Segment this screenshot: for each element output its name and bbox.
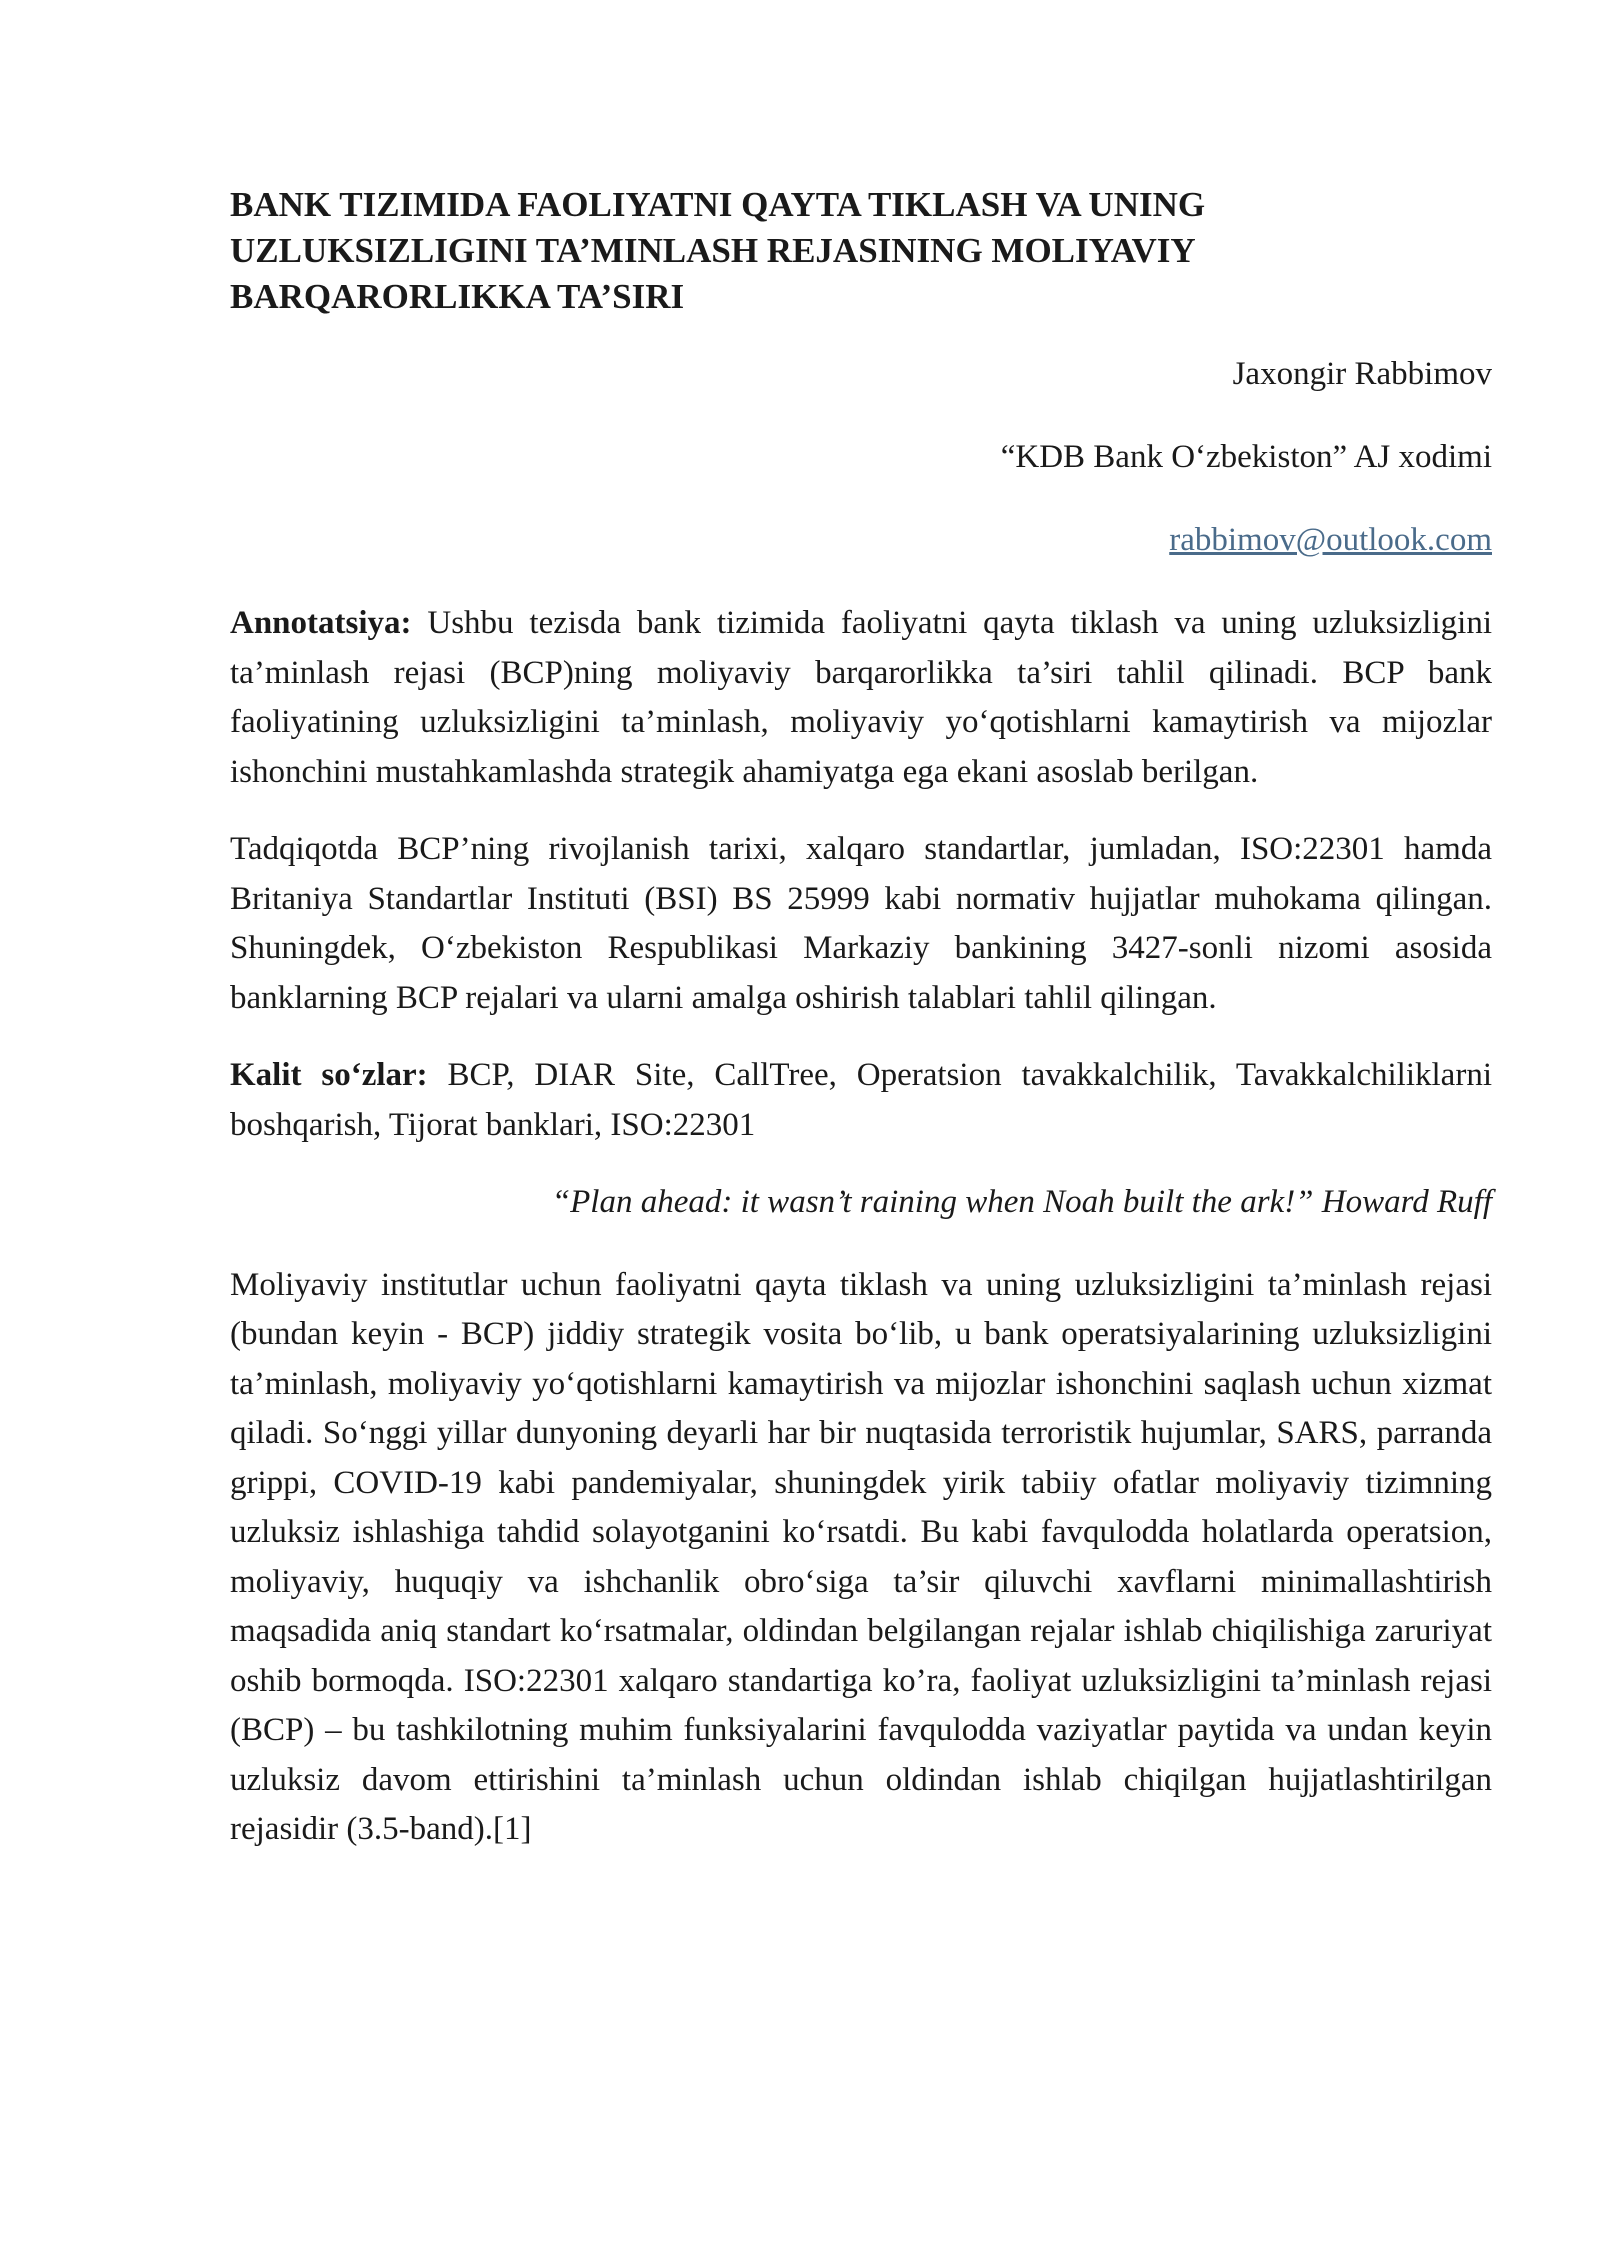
paper-title: BANK TIZIMIDA FAOLIYATNI QAYTA TIKLASH VA UNING UZLUKSIZLIGINI TA’MINLASH REJASINING MOLIYAVIY BARQARORLIKKA TA’SIRI bbox=[230, 185, 1206, 316]
keywords-label: Kalit so‘zlar: bbox=[230, 1057, 428, 1093]
author-email-link[interactable]: rabbimov@outlook.com bbox=[1169, 522, 1492, 558]
annotation-continued-paragraph: Tadqiqotda BCP’ning rivojlanish tarixi, xalqaro standartlar, jumladan, ISO:22301 hamda Britaniya Standartlar Instituti (BSI) BS 25999 kabi normativ hujjatlar muhokama qilingan. Shuningdek, O‘zbekiston Respublikasi Markaziy bankining 3427-sonli nizomi asosida banklarning BCP rejalari va ularni amalga oshirish talablari tahlil qilingan. bbox=[230, 831, 1492, 1016]
annotation-text: Ushbu tezisda bank tizimida faoliyatni qayta tiklash va uning uzluksizligini ta’minlash rejasi (BCP)ning moliyaviy barqarorlikka ta’siri tahlil qilinadi. BCP bank faoliyatining uzluksizligini ta’minlash, moliyaviy yo‘qotishlarni kamaytirish va mijozlar ishonchini mustahkamlashda strategik ahamiyatga ega ekani asoslab berilgan. bbox=[230, 605, 1492, 790]
author-block bbox=[230, 354, 1492, 561]
author-name: Jaxongir Rabbimov bbox=[1232, 356, 1492, 392]
annotation-label: Annotatsiya: bbox=[230, 605, 412, 641]
keywords-text: BCP, DIAR Site, CallTree, Operatsion tavakkalchilik, Tavakkalchiliklarni boshqarish, Tijorat banklari, ISO:22301 bbox=[230, 1057, 1492, 1143]
author-affiliation: “KDB Bank O‘zbekiston” AJ xodimi bbox=[1000, 439, 1492, 475]
keywords-paragraph bbox=[230, 1051, 1492, 1150]
epigraph-quote: “Plan ahead: it wasn’t raining when Noah built the ark!” Howard Ruff bbox=[551, 1184, 1492, 1220]
paper-page bbox=[230, 182, 1492, 1855]
author-email-line bbox=[230, 520, 1492, 561]
body-paragraph: Moliyaviy institutlar uchun faoliyatni qayta tiklash va uning uzluksizligini ta’minlash rejasi (bundan keyin - BCP) jiddiy strategik vosita bo‘lib, u bank operatsiyalarining uzluksizligini ta’minlash, moliyaviy yo‘qotishlarni kamaytirish va mijozlar ishonchini saqlash uchun xizmat qiladi. So‘nggi yillar dunyoning deyarli har bir nuqtasida terroristik hujumlar, SARS, parranda grippi, COVID-19 kabi pandemiyalar, shuningdek yirik tabiiy ofatlar moliyaviy tizimning uzluksiz ishlashiga tahdid solayotganini ko‘rsatdi. Bu kabi favqulodda holatlarda operatsion, moliyaviy, huquqiy va ishchanlik obro‘siga ta’sir qiluvchi xavflarni minimallashtirish maqsadida aniq standart ko‘rsatmalar, oldindan belgilangan rejalar ishlab chiqilishiga zaruriyat oshib bormoqda. ISO:22301 xalqaro standartiga ko’ra, faoliyat uzluksizligini ta’minlash rejasi (BCP) – bu tashkilotning muhim funksiyalarini favqulodda vaziyatlar paytida va undan keyin uzluksiz davom ettirishini ta’minlash uchun oldindan ishlab chiqilgan hujjatlashtirilgan rejasidir (3.5-band).[1] bbox=[230, 1266, 1492, 1847]
annotation-paragraph bbox=[230, 599, 1492, 797]
